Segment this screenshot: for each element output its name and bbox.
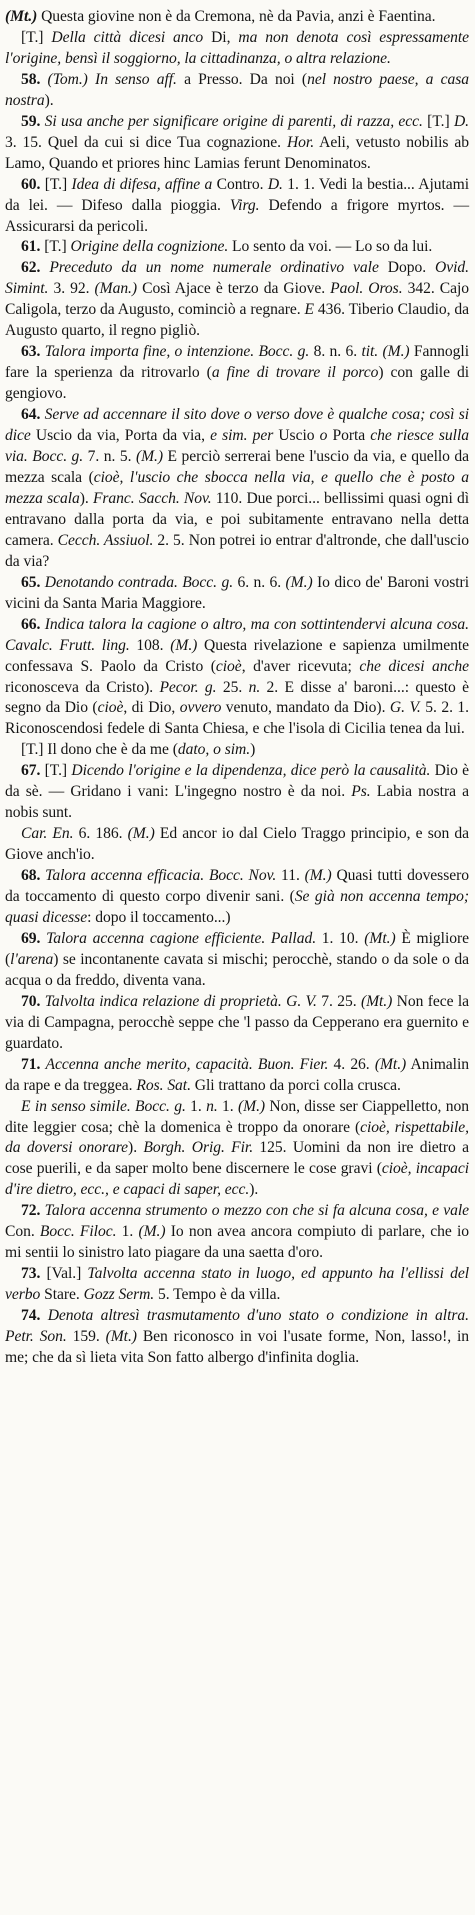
entry-text: Franc. Sacch. Nov. — [92, 489, 212, 507]
entry-text: Uscio — [273, 427, 320, 445]
entry-text: [T.] — [21, 28, 52, 46]
entry-text: 8. n. 6. — [309, 343, 362, 361]
entry-text: 3. 15. Quel da cui si dice Tua cognazione. — [5, 133, 287, 151]
entry-paragraph — [5, 175, 469, 238]
entry-text: (Mt.) — [5, 8, 38, 25]
entry-text: a fine di trovare il porco — [211, 364, 379, 382]
entry-text: (M.) — [170, 636, 198, 654]
entry-text: 2. 5. Non potrei io entrar d'altronde, che dall'uscio da via? — [5, 531, 469, 570]
entry-text: 25. — [216, 678, 249, 696]
entry-text: Hor. — [286, 133, 315, 151]
entry-text: E — [304, 301, 314, 319]
entry-text: Non, disse ser Ciappelletto, non dite leggier cosa; chè la domenica è troppo da onorare ( — [5, 1097, 469, 1136]
entry-text: Con. — [5, 1223, 40, 1241]
entry-text: ). — [249, 1181, 259, 1199]
entry-text: , d'aver ricevuta; — [241, 657, 360, 675]
entry-text: [Val.] — [40, 1265, 88, 1283]
entry-text: E in senso simile. Bocc. g. — [21, 1097, 186, 1115]
entry-number: 72. — [21, 1202, 41, 1220]
entry-text: Ovid. Simint. — [5, 259, 470, 298]
entry-text: ma non denota così espressamente l'origine, bensì il soggiorno, la cittadinanza, o altra relazione. — [5, 28, 469, 67]
entry-number: 64. — [21, 406, 41, 424]
entry-paragraph — [5, 866, 469, 929]
entry-text: Denotando contrada. Bocc. g. — [44, 573, 234, 591]
entry-text: [T.] — [40, 175, 72, 193]
entry-text: (M.) — [135, 448, 164, 466]
entry-text: 3. 92. — [48, 280, 95, 298]
entry-text: [T.] Il dono che è da me ( — [21, 741, 178, 759]
entry-text: Ros. Sat. — [136, 1076, 191, 1094]
entry-text: Cecch. Assiuol. — [57, 531, 154, 549]
entry-text: e sim. per — [210, 427, 274, 445]
entry-text: Stare. — [40, 1286, 84, 1304]
entry-paragraph — [5, 28, 469, 70]
entry-text: n. — [206, 1097, 218, 1115]
entry-text: Gli trattano da porci colla crusca. — [190, 1076, 401, 1094]
entry-paragraph — [5, 573, 469, 615]
entry-text: In senso aff. — [95, 70, 177, 88]
entry-text: cioè, l'uscio che sbocca nella via, e quello che è posto a mezza scala — [5, 468, 469, 507]
entry-text: (M.) — [382, 343, 410, 361]
entry-text: Labia nostra a nobis sunt. — [5, 783, 469, 822]
entry-text: 2. E disse a' baroni...: questo è segno da Dio ( — [5, 678, 469, 717]
entry-text: 11. — [276, 867, 305, 885]
entry-text: [T.] — [40, 762, 72, 780]
entry-text: che dicesi anche — [359, 657, 469, 675]
entry-text: tit. — [361, 343, 379, 361]
entry-paragraph — [5, 342, 469, 405]
entry-number: 60. — [21, 175, 41, 193]
entry-text: Talvolta accenna stato in luogo, ed appunto ha l'ellissi del verbo — [5, 1265, 469, 1304]
entry-text: , di Dio, — [123, 699, 180, 717]
entry-text: Di, — [203, 28, 239, 46]
entry-text: 5. 2. 1. Riconoscendosi fedele di Santa Chiesa, e che l'isola di Cicilia tenea da lui. — [5, 699, 469, 738]
entry-text: Della città dicesi anco — [51, 28, 204, 46]
entry-text: cioè — [97, 699, 124, 717]
entry-text: Così Ajace è terzo da Giove. — [137, 280, 331, 298]
entry-text: (Mt.) — [374, 1055, 407, 1073]
entry-paragraph — [5, 615, 469, 741]
entry-text: cioè, incapaci d'ire dietro, ecc., e capaci di saper, ecc. — [5, 1160, 469, 1199]
entry-paragraph — [5, 1055, 469, 1097]
entry-text: 7. 25. — [316, 992, 361, 1010]
entry-text: (M.) — [304, 867, 332, 885]
entry-number: 62. — [21, 259, 41, 277]
entry-text: 5. Tempo è da villa. — [154, 1286, 281, 1304]
entry-text: (M.) — [127, 825, 155, 843]
entry-text: Idea di difesa, affine a — [71, 175, 213, 193]
entry-text: ). — [44, 91, 54, 109]
entry-text: 6. 186. — [73, 825, 128, 843]
entry-text: Indica talora la cagione o altro, ma con sottintendervi alcuna cosa. Cavalc. Frutt. ling. — [5, 615, 469, 654]
entry-text: 108. — [129, 636, 171, 654]
entry-text: Paol. Oros. — [330, 280, 403, 298]
entry-text: (Mt.) — [105, 1328, 137, 1346]
entry-text: Si usa anche per significare origine di parenti, di razza, ecc. — [44, 112, 423, 130]
entry-text: Denota altresì trasmutamento d'uno stato o condizione in altra. Petr. Son. — [5, 1307, 469, 1346]
entry-text: cioè — [215, 657, 242, 675]
entry-number: 68. — [21, 867, 41, 885]
entry-text: D. — [453, 112, 469, 130]
entry-paragraph — [5, 761, 469, 824]
entry-text: Talvolta indica relazione di proprietà. G. V. — [44, 992, 317, 1010]
entry-text: Fannogli fare la sperienza da ritrovarlo ( — [5, 343, 469, 382]
entry-text: Defendo a frigore myrtos. — Assicurarsi da pericoli. — [5, 196, 470, 235]
entry-text: ). — [79, 489, 93, 507]
entry-text: 1. — [185, 1097, 207, 1115]
entry-text: [T.] — [422, 112, 454, 130]
entry-text: Talora accenna cagione efficiente. Pallad. — [46, 929, 317, 947]
entry-text: cioè, rispettabile, da doversi onorare — [5, 1118, 470, 1157]
entry-number: 74. — [21, 1307, 41, 1325]
entry-text: o — [319, 427, 328, 445]
entry-number: 70. — [21, 992, 41, 1010]
entry-text: che riesce sulla via. Bocc. g. — [5, 427, 469, 466]
entry-paragraph — [5, 1306, 469, 1369]
entry-text: Io non avea ancora compiuto di parlare, che io mi sentii lo sinistro lato piagare da una saetta d'oro. — [5, 1223, 469, 1262]
entry-text: Ben riconosco in voi l'usate forme, Non, lasso!, in me; che da sì lieta vita Son fatto albergo d'infinita doglia. — [5, 1328, 469, 1366]
entry-text: Ps. — [351, 783, 371, 801]
entry-paragraph — [5, 1264, 469, 1306]
entry-text: 1. — [116, 1223, 139, 1241]
entry-paragraph — [5, 740, 469, 761]
entry-text: Contro. — [212, 175, 268, 193]
entry-text: (Man.) — [94, 280, 138, 298]
entry-text: Car. En. — [21, 825, 74, 843]
entry-paragraph — [5, 7, 469, 28]
entry-text: ovvero — [179, 699, 222, 717]
entry-text: 159. — [66, 1328, 106, 1346]
entry-paragraph — [5, 824, 469, 866]
entry-text: Aeli, vetusto nobilis ab Lamo, Quando et priores hinc Lamias ferunt Denominatos. — [5, 133, 469, 172]
entry-number: 71. — [21, 1055, 41, 1073]
entry-number: 61. — [21, 238, 41, 256]
entry-text: riconosceva da Cristo). — [5, 678, 160, 696]
entry-paragraph — [5, 992, 469, 1055]
entry-text: nel nostro paese, a casa nostra — [5, 70, 470, 109]
entry-text: Lo sento da voi. — Lo so da lui. — [228, 238, 433, 256]
entry-text: Animalin da rape e da treggea. — [5, 1055, 469, 1094]
entry-paragraph — [5, 1097, 469, 1202]
entry-text: 6. n. 6. — [233, 573, 286, 591]
entry-text: Questa giovine non è da Cremona, nè da Pavia, anzi è Faentina. — [37, 8, 436, 25]
entry-text: Bocc. Filoc. — [39, 1223, 117, 1241]
entry-text: Porta — [327, 427, 371, 445]
entry-text: (M.) — [138, 1223, 166, 1241]
entry-text: Preceduto da un nome numerale ordinativo vale — [49, 259, 379, 277]
entry-text: ) con galle di gengiovo. — [5, 364, 470, 403]
entry-text: Serve ad accennare il sito dove o verso dove è qualche cosa; così si dice — [5, 406, 469, 445]
entry-text: 7. n. 5. — [83, 448, 136, 466]
entry-text: G. V. — [389, 699, 421, 717]
entry-text: [T.] — [40, 238, 71, 256]
entry-text: Borgh. Orig. Fir. — [143, 1139, 254, 1157]
entry-text: Virg. — [229, 196, 260, 214]
entry-text: (Mt.) — [360, 992, 393, 1010]
entry-text: 125. Uomini da non ire dietro a cose puerili, e da saper molto bene discernere le cose gravi ( — [5, 1139, 469, 1178]
entry-text: l'arena — [10, 950, 54, 968]
entry-text: Gozz Serm. — [83, 1286, 155, 1304]
entry-text — [40, 1307, 47, 1324]
entry-number: 69. — [21, 929, 41, 947]
entry-text: Dopo. — [378, 259, 436, 277]
entry-text: 436. Tiberio Claudio, da Augusto quarto, il regno pigliò. — [5, 301, 469, 340]
entry-paragraph — [5, 237, 469, 258]
entry-number: 67. — [21, 762, 41, 780]
entry-text: È migliore ( — [5, 929, 469, 968]
entry-text: Dio è da sè. — Gridano i vani: L'ingegno nostro è da noi. — [5, 762, 470, 801]
entry-text: E perciò serrerai bene l'uscio da via, e quello da mezza scala ( — [5, 448, 470, 486]
entry-paragraph — [5, 258, 469, 342]
entry-text: Accenna anche merito, capacità. Buon. Fier. — [45, 1055, 329, 1073]
entry-paragraph — [5, 405, 469, 573]
entry-text: Talora accenna strumento o mezzo con che si fa alcuna cosa, e vale — [44, 1202, 469, 1220]
entry-text: Dicendo l'origine e la dipendenza, dice però la causalità. — [71, 762, 431, 780]
entry-text: venuto, mandato da Dio). — [221, 699, 390, 717]
entry-text: Uscio da via, Porta da via, — [30, 427, 211, 445]
entry-number: 63. — [21, 343, 41, 361]
entry-text: Questa rivelazione e sapienza umilmente confessava S. Paolo da Cristo ( — [5, 636, 469, 675]
entry-text: : dopo il toccamento...) — [87, 908, 231, 926]
entry-text: Non fece la via di Campagna, perocchè seppe che 'l passo da Cepperano era guernito e guardato. — [5, 992, 470, 1052]
entry-text: ) se incontanente cavata si mischi; perocchè, stando o da sole o da acqua o da freddo, diventa vana. — [5, 950, 469, 989]
entry-text: Ed ancor io dal Cielo Traggo principio, e son da Giove anch'io. — [5, 825, 469, 864]
entry-text: Io dico de' Baroni vostri vicini da Santa Maria Maggiore. — [5, 573, 469, 612]
entry-text: 1. 1. Vedi la bestia... Ajutami da lei. — Difeso dalla pioggia. — [5, 175, 470, 214]
entry-text: 1. 10. — [316, 929, 365, 947]
entry-text: a Presso. Da noi ( — [176, 70, 308, 88]
entry-paragraph — [5, 70, 469, 112]
entry-paragraph — [5, 112, 469, 175]
entry-text: Talora accenna efficacia. Bocc. Nov. — [45, 867, 277, 885]
entry-text: Pecor. g. — [159, 678, 217, 696]
entry-text: ) — [250, 741, 256, 759]
entry-text: 110. Due porci... bellissimi quasi ogni dì entravano dalla porta da via, e poi subitamente entravano nella detta camera. — [5, 489, 469, 549]
entry-text — [40, 259, 49, 276]
entry-text: ). — [128, 1139, 144, 1157]
entry-text: (Mt.) — [364, 929, 396, 947]
entry-text: dato, o sim. — [177, 741, 251, 759]
entry-number: 66. — [21, 615, 41, 633]
entry-text: Talora importa fine, o intenzione. Bocc. g. — [44, 343, 310, 361]
entry-paragraph — [5, 1201, 469, 1264]
entry-text: (M.) — [237, 1097, 266, 1115]
entry-column — [5, 7, 469, 1369]
entry-text: n. — [248, 678, 261, 696]
entry-text: Origine della cognizione. — [70, 238, 229, 256]
entry-number: 73. — [21, 1265, 41, 1283]
entry-number: 58. — [21, 70, 41, 88]
entry-text: Se già non accenna tempo; quasi dicesse — [5, 888, 469, 926]
entry-text: D. — [267, 175, 283, 193]
entry-number: 65. — [21, 573, 41, 591]
entry-text: 4. 26. — [328, 1055, 375, 1073]
entry-text: 1. — [217, 1097, 238, 1115]
entry-text: Quasi tutti dovessero da toccamento di questo corpo divenir sani. ( — [5, 867, 469, 906]
entry-number: 59. — [21, 112, 41, 130]
entry-text: (M.) — [285, 573, 313, 591]
entry-text: 342. Cajo Caligola, terzo da Augusto, cominciò a regnare. — [5, 280, 469, 319]
entry-text: (Tom.) — [40, 70, 96, 88]
entry-paragraph — [5, 929, 469, 992]
